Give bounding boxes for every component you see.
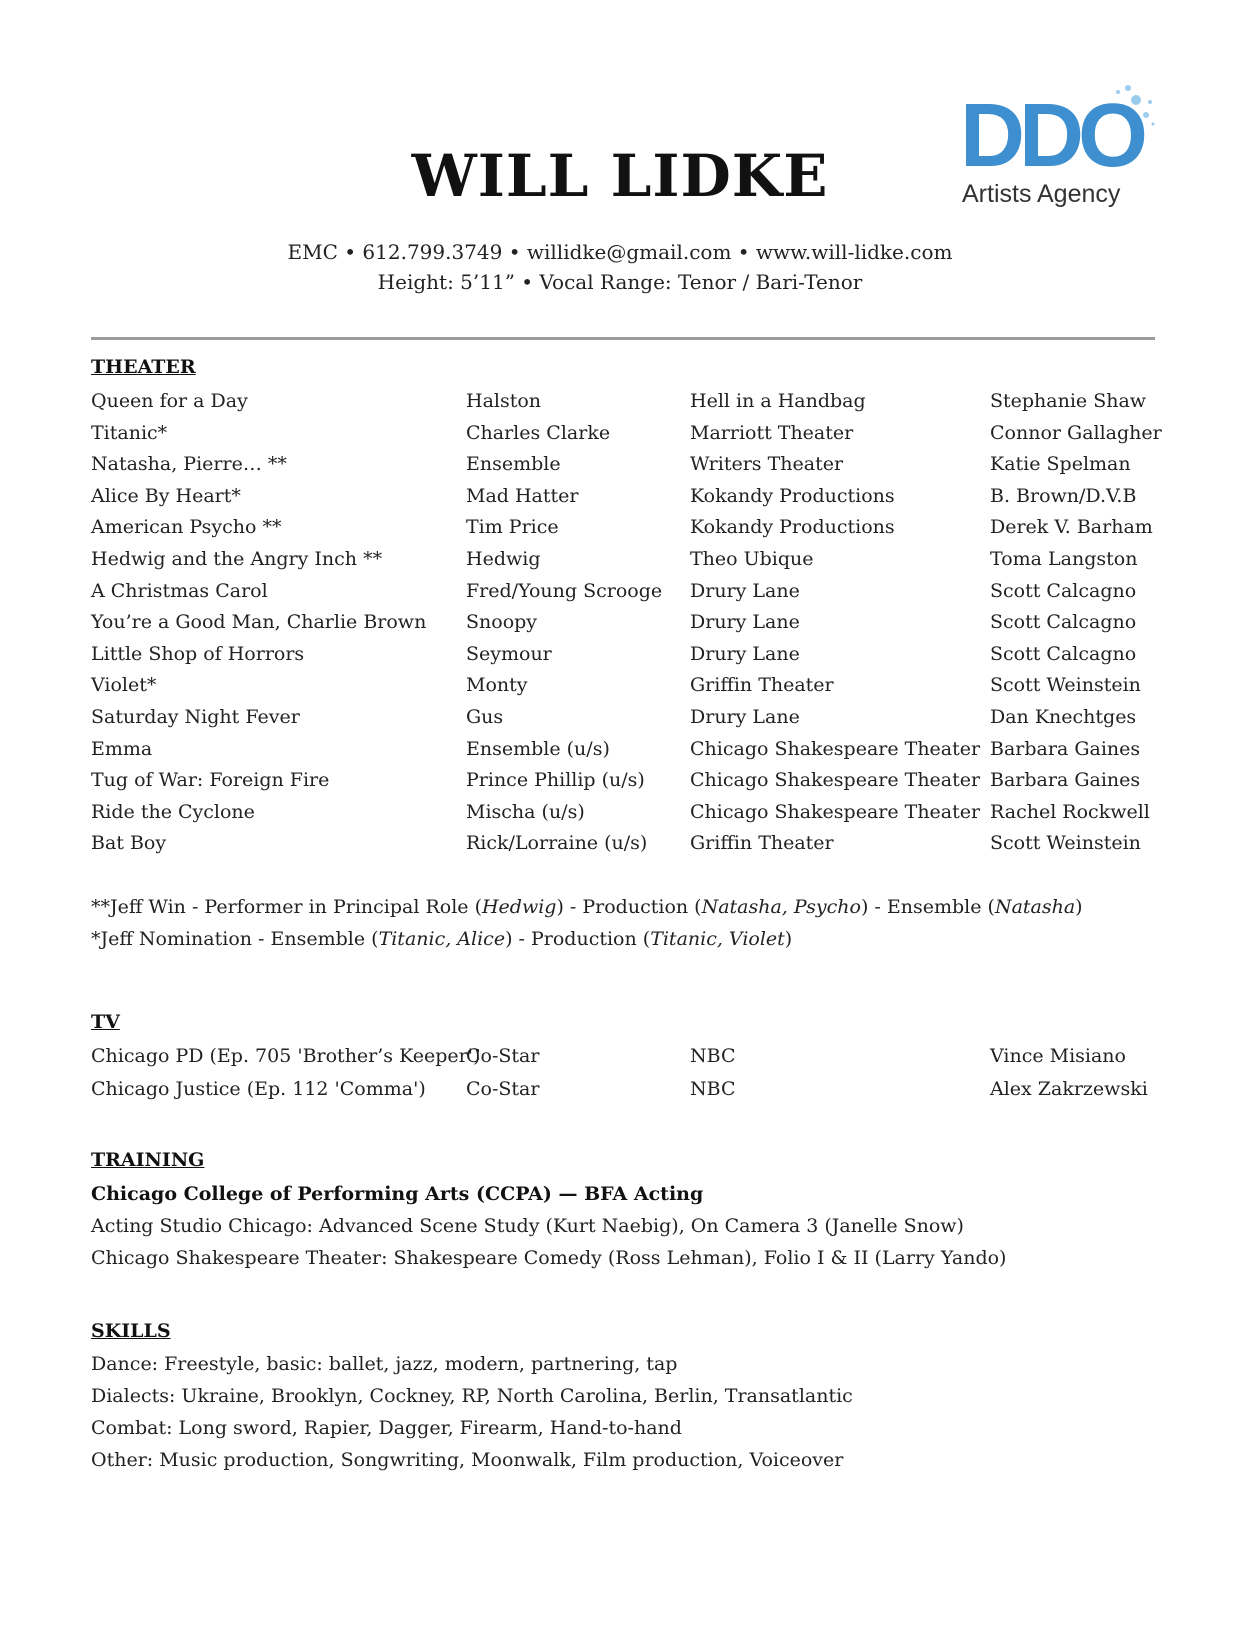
credit-role: Prince Phillip (u/s) <box>466 769 645 792</box>
credit-role: Hedwig <box>466 548 541 570</box>
credit-show-title: Alice By Heart* <box>91 484 241 507</box>
credit-director: Stephanie Shaw <box>990 390 1147 412</box>
skills-line: Other: Music production, Songwriting, Moonwalk, Film production, Voiceover <box>91 1449 844 1471</box>
credit-role: Co-Star <box>466 1078 540 1100</box>
credit-show-title: Tug of War: Foreign Fire <box>91 769 330 792</box>
credit-role: Tim Price <box>466 516 559 539</box>
logo-main-text: DDO <box>960 86 1142 186</box>
credit-role: Co-Star <box>466 1045 540 1067</box>
credit-venue: Kokandy Productions <box>690 484 895 507</box>
credit-director: Scott Calcagno <box>990 642 1137 665</box>
credit-role: Rick/Lorraine (u/s) <box>466 832 648 855</box>
credit-director: Scott Calcagno <box>990 579 1137 602</box>
physical-info: Height: 5’11” • Vocal Range: Tenor / Bari-Tenor <box>377 270 863 294</box>
theater-heading: THEATER <box>91 356 196 378</box>
credit-director: Connor Gallagher <box>990 421 1162 444</box>
credit-venue: Kokandy Productions <box>690 516 895 539</box>
training-heading: TRAINING <box>91 1149 205 1171</box>
credit-venue: Chicago Shakespeare Theater <box>690 800 981 823</box>
header-divider <box>91 337 1155 340</box>
credit-role: Ensemble (u/s) <box>466 737 610 760</box>
page-title: WILL LIDKE <box>411 142 829 210</box>
credit-show-title: Chicago Justice (Ep. 112 'Comma') <box>91 1078 426 1100</box>
jeff-nomination-note: *Jeff Nomination - Ensemble (Titanic, Alice) - Production (Titanic, Violet) <box>91 928 793 950</box>
credit-venue: Drury Lane <box>690 611 800 634</box>
credit-director: Rachel Rockwell <box>990 800 1150 823</box>
credit-venue: NBC <box>690 1078 736 1100</box>
credit-show-title: Bat Boy <box>91 832 167 855</box>
credit-director: Barbara Gaines <box>990 737 1141 760</box>
training-line: Chicago Shakespeare Theater: Shakespeare Comedy (Ross Lehman), Folio I & II (Larry Yando) <box>91 1247 1007 1269</box>
credit-show-title: Titanic* <box>91 421 168 444</box>
skills-line: Dance: Freestyle, basic: ballet, jazz, modern, partnering, tap <box>91 1353 678 1375</box>
credit-venue: NBC <box>690 1045 736 1067</box>
contact-info: EMC • 612.799.3749 • willidke@gmail.com • www.will-lidke.com <box>287 240 953 264</box>
credit-role: Gus <box>466 706 504 728</box>
credit-venue: Drury Lane <box>690 579 800 602</box>
credit-director: Scott Weinstein <box>990 674 1141 697</box>
skills-line: Combat: Long sword, Rapier, Dagger, Firearm, Hand-to-hand <box>91 1417 682 1439</box>
credit-role: Monty <box>466 674 528 697</box>
training-line: Acting Studio Chicago: Advanced Scene Study (Kurt Naebig), On Camera 3 (Janelle Snow) <box>91 1215 964 1237</box>
logo-sub-text: Artists Agency <box>962 180 1121 208</box>
credit-show-title: You’re a Good Man, Charlie Brown <box>91 611 427 634</box>
credit-role: Fred/Young Scrooge <box>466 579 663 602</box>
credit-venue: Marriott Theater <box>690 421 854 444</box>
credit-director: B. Brown/D.V.B <box>990 484 1137 507</box>
credit-director: Scott Weinstein <box>990 832 1141 855</box>
credit-role: Ensemble <box>466 453 561 476</box>
credit-director: Barbara Gaines <box>990 769 1141 792</box>
credit-role: Halston <box>466 390 542 412</box>
credit-show-title: A Christmas Carol <box>91 579 268 602</box>
credit-venue: Chicago Shakespeare Theater <box>690 769 981 792</box>
credit-show-title: Queen for a Day <box>91 390 248 412</box>
credit-director: Derek V. Barham <box>990 516 1153 539</box>
credit-venue: Griffin Theater <box>690 832 834 855</box>
credit-show-title: Little Shop of Horrors <box>91 642 305 665</box>
credit-show-title: Ride the Cyclone <box>91 800 255 823</box>
jeff-win-note: **Jeff Win - Performer in Principal Role (Hedwig) - Production (Natasha, Psycho) - Ensemble (Natasha) <box>91 896 1083 918</box>
credit-director: Alex Zakrzewski <box>990 1078 1148 1100</box>
tv-heading: TV <box>91 1011 120 1033</box>
credit-director: Dan Knechtges <box>990 706 1137 728</box>
credit-show-title: American Psycho ** <box>91 516 282 539</box>
credit-venue: Hell in a Handbag <box>690 390 866 412</box>
credit-show-title: Violet* <box>91 674 157 697</box>
credit-venue: Writers Theater <box>690 453 844 476</box>
credit-venue: Drury Lane <box>690 706 800 728</box>
credit-show-title: Chicago PD (Ep. 705 'Brother’s Keeper') <box>91 1045 481 1067</box>
agency-logo <box>958 80 1158 210</box>
credit-role: Mischa (u/s) <box>466 800 585 823</box>
credit-role: Snoopy <box>466 611 538 634</box>
credit-director: Vince Misiano <box>990 1045 1126 1067</box>
credit-director: Toma Langston <box>990 548 1138 570</box>
credit-venue: Griffin Theater <box>690 674 834 697</box>
skills-line: Dialects: Ukraine, Brooklyn, Cockney, RP, North Carolina, Berlin, Transatlantic <box>91 1385 853 1407</box>
credit-show-title: Emma <box>91 737 153 760</box>
credit-role: Charles Clarke <box>466 421 611 444</box>
training-degree: Chicago College of Performing Arts (CCPA) — BFA Acting <box>91 1183 704 1205</box>
credit-venue: Theo Ubique <box>690 548 814 570</box>
credit-show-title: Hedwig and the Angry Inch ** <box>91 548 383 570</box>
credit-role: Seymour <box>466 642 552 665</box>
credit-venue: Drury Lane <box>690 642 800 665</box>
credit-venue: Chicago Shakespeare Theater <box>690 737 981 760</box>
credit-show-title: Natasha, Pierre… ** <box>91 453 287 476</box>
credit-show-title: Saturday Night Fever <box>91 706 300 728</box>
credit-director: Katie Spelman <box>990 453 1131 476</box>
skills-heading: SKILLS <box>91 1320 171 1342</box>
credit-role: Mad Hatter <box>466 484 579 507</box>
credit-director: Scott Calcagno <box>990 611 1137 634</box>
